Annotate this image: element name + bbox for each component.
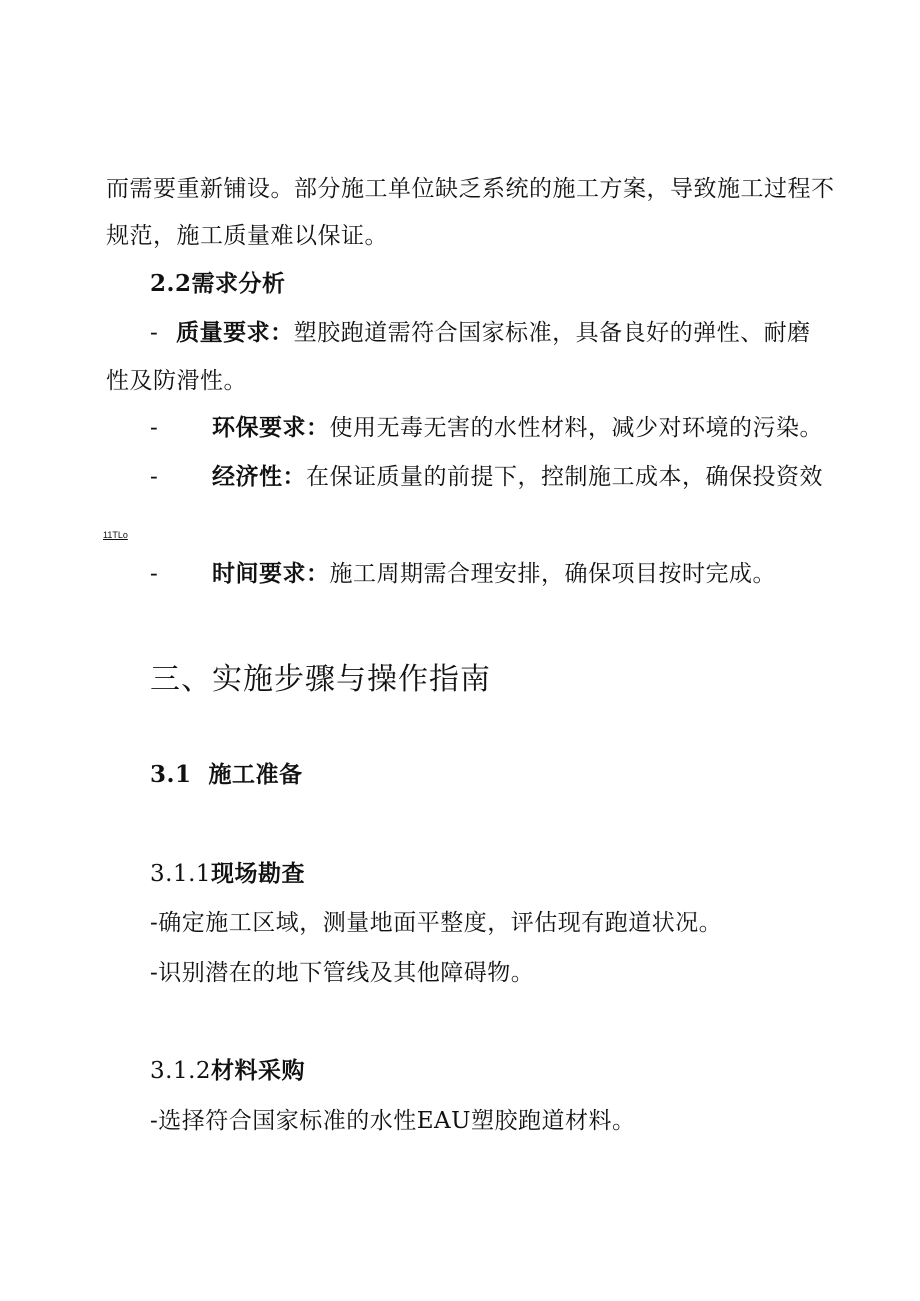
list-item: -选择符合国家标准的水性EAU塑胶跑道材料。 bbox=[150, 1108, 636, 1134]
list-dash: - bbox=[150, 464, 158, 490]
list-item-text: 在保证质量的前提下，控制施工成本，确保投资效 bbox=[306, 464, 823, 490]
list-item-text: 塑胶跑道需符合国家标准，具备良好的弹性、耐磨 bbox=[293, 320, 811, 346]
list-item: -识别潜在的地下管线及其他障碍物。 bbox=[150, 960, 535, 986]
list-dash: - bbox=[150, 415, 158, 441]
paragraph-line: 规范，施工质量难以保证。 bbox=[106, 223, 388, 249]
section-number: 3.1.2 bbox=[150, 1058, 212, 1084]
list-item-label: 时间要求： bbox=[212, 560, 330, 587]
list-item-continuation: 性及防滑性。 bbox=[106, 368, 247, 394]
list-item-economy bbox=[212, 462, 823, 492]
list-item: -确定施工区域，测量地面平整度，评估现有跑道状况。 bbox=[150, 910, 723, 936]
section-heading-3-1: 3.1 施工准备 bbox=[150, 761, 303, 788]
list-item-time bbox=[212, 559, 776, 589]
list-item-quality bbox=[150, 318, 811, 348]
section-heading-3-1-1 bbox=[150, 859, 305, 889]
paragraph-line: 而需要重新铺设。部分施工单位缺乏系统的施工方案，导致施工过程不 bbox=[106, 176, 835, 202]
ocr-artifact-text: 11TLo bbox=[103, 530, 128, 540]
list-item-label: 环保要求： bbox=[212, 414, 330, 441]
section-heading-2-2: 2.2需求分析 bbox=[150, 270, 286, 297]
list-item-label: 经济性： bbox=[212, 463, 306, 490]
chapter-heading: 三、实施步骤与操作指南 bbox=[150, 662, 491, 697]
list-item-text: 施工周期需合理安排，确保项目按时完成。 bbox=[329, 561, 776, 587]
list-dash: - bbox=[150, 320, 159, 346]
list-dash: - bbox=[150, 561, 158, 587]
list-item-environment bbox=[212, 413, 823, 443]
section-title: 材料采购 bbox=[211, 1057, 306, 1084]
list-item-text: 使用无毒无害的水性材料，减少对环境的污染。 bbox=[329, 415, 823, 441]
list-item-label: 质量要求： bbox=[176, 319, 294, 346]
section-number: 3.1.1 bbox=[150, 861, 212, 887]
section-heading-3-1-2 bbox=[150, 1056, 305, 1086]
section-title: 现场勘查 bbox=[211, 860, 306, 887]
